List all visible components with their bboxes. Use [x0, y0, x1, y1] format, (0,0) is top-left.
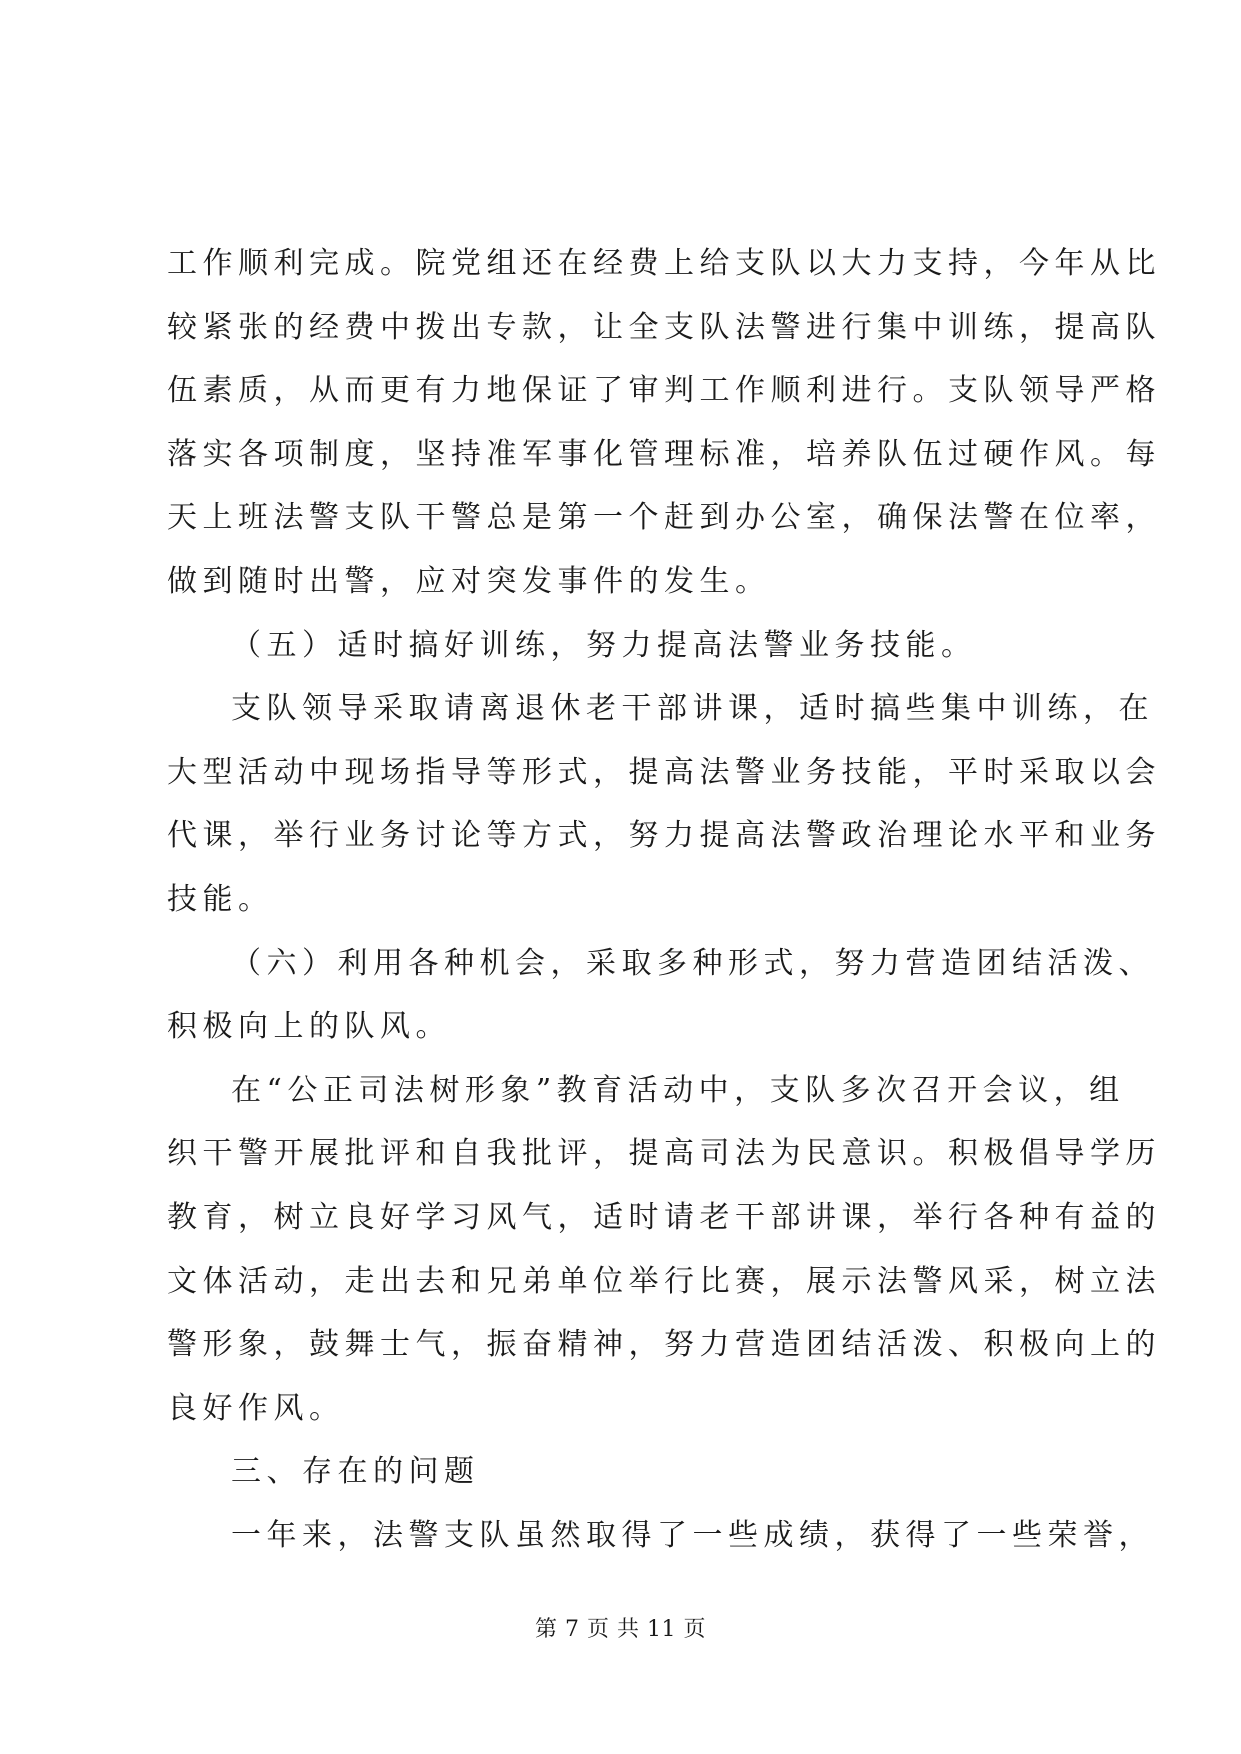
text-line: 技能。 — [167, 881, 274, 917]
text-line: 做到随时出警，应对突发事件的发生。 — [167, 563, 771, 599]
text-line: 教育，树立良好学习风气，适时请老干部讲课，举行各种有益的 — [167, 1199, 1161, 1235]
text-line: 警形象，鼓舞士气，振奋精神，努力营造团结活泼、积极向上的 — [167, 1327, 1161, 1363]
text-line: 代课，举行业务讨论等方式，努力提高法警政治理论水平和业务 — [167, 818, 1161, 854]
text-line: （六）利用各种机会，采取多种形式，努力营造团结活泼、 — [231, 945, 1154, 981]
text-line: 工作顺利完成。院党组还在经费上给支队以大力支持，今年从比 — [167, 246, 1161, 281]
text-line: 一年来，法警支队虽然取得了一些成绩，获得了一些荣誉， — [231, 1517, 1154, 1553]
text-line: 天上班法警支队干警总是第一个赶到办公室，确保法警在位率， — [167, 500, 1161, 536]
text-line: 良好作风。 — [167, 1390, 345, 1426]
text-line: 支队领导采取请离退休老干部讲课，适时搞些集中训练，在 — [231, 691, 1154, 727]
text-line: （五）适时搞好训练，努力提高法警业务技能。 — [231, 627, 977, 663]
text-line: 三、存在的问题 — [231, 1454, 480, 1490]
text-line: 织干警开展批评和自我批评，提高司法为民意识。积极倡导学历 — [167, 1136, 1161, 1172]
page-footer: 第 7 页 共 11 页 — [535, 1617, 706, 1642]
text-line: 积极向上的队风。 — [167, 1009, 451, 1045]
text-line: 较紧张的经费中拨出专款，让全支队法警进行集中训练，提高队 — [167, 309, 1161, 345]
text-line: 落实各项制度，坚持准军事化管理标准，培养队伍过硬作风。每 — [167, 436, 1161, 472]
text-line: 伍素质，从而更有力地保证了审判工作顺利进行。支队领导严格 — [167, 373, 1161, 409]
text-line: 文体活动，走出去和兄弟单位举行比赛，展示法警风采，树立法 — [167, 1263, 1161, 1299]
text-line: 在“公正司法树形象”教育活动中，支队多次召开会议，组 — [231, 1072, 1125, 1108]
text-line: 大型活动中现场指导等形式，提高法警业务技能，平时采取以会 — [167, 754, 1161, 790]
document-body — [167, 232, 1161, 1567]
